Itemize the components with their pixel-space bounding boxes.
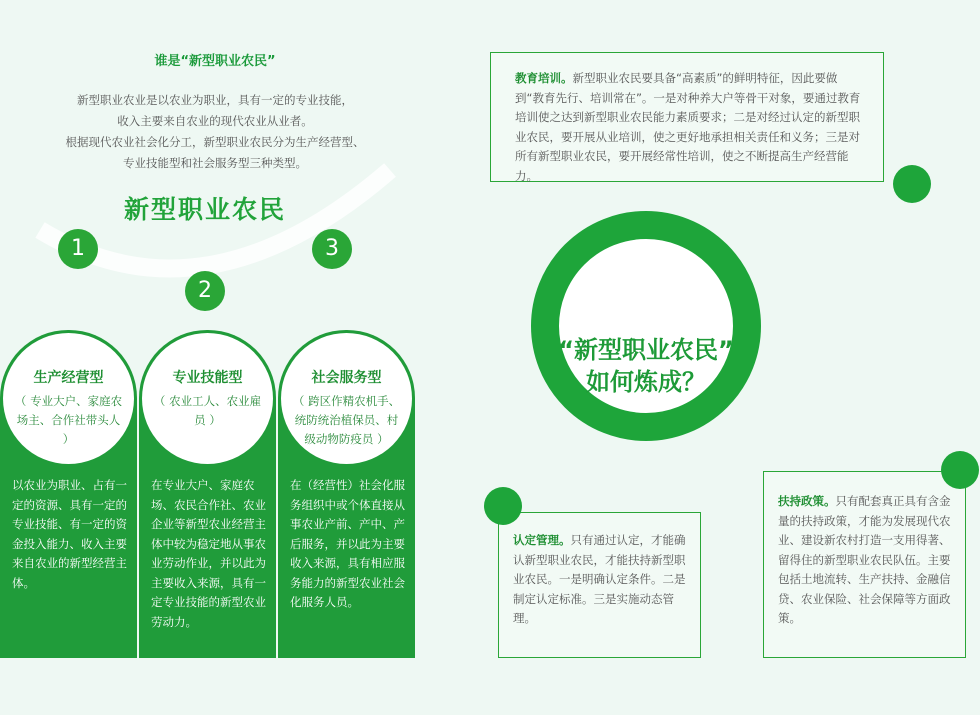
column-title: 专业技能型	[172, 370, 243, 386]
column-cap	[3, 333, 134, 464]
education-title: 教育培训。	[515, 71, 573, 85]
column-title: 生产经营型	[33, 370, 104, 386]
policy-title: 扶持政策。	[778, 494, 836, 508]
column-body: 在（经营性）社会化服务组织中或个体直接从事农业产前、产中、产后服务，并以此为主要收入来源，具有相应服务能力的新型农业社会化服务人员。	[290, 478, 405, 609]
column-subtitle: （ 跨区作精农机手、统防统治植保员、村级动物防疫员 ）	[292, 394, 401, 446]
intro-line: 根据现代农业社会化分工，新型职业农民分为生产经营型、	[65, 135, 365, 149]
column-title: 社会服务型	[311, 370, 382, 386]
connector-dot	[893, 165, 931, 203]
intro-line: 新型职业农业是以农业为职业，具有一定的专业技能，	[77, 93, 353, 107]
column-body: 以农业为职业、占有一定的资源、具有一定的专业技能、有一定的资金投入能力、收入主要来自农业的新型经营主体。	[12, 478, 127, 590]
center-ring	[531, 211, 761, 441]
certification-text: 只有通过认定，才能确认新型职业农民，才能扶持新型职业农民。一是明确认定条件。二是制定认定标准。三是实施动态管理。	[513, 533, 686, 625]
education-box	[490, 52, 884, 182]
certification-title: 认定管理。	[513, 533, 571, 547]
connector-dot	[484, 487, 522, 525]
intro-text	[30, 90, 400, 174]
intro-line: 专业技能型和社会服务型三种类型。	[123, 156, 307, 170]
column-body: 在专业大户、家庭农场、农民合作社、农业企业等新型农业经营主体中较为稳定地从事农业劳动作业，并以此为主要收入来源，具有一定专业技能的新型农业劳动力。	[151, 478, 266, 629]
column-subtitle: （ 农业工人、农业雇员 ）	[153, 394, 262, 427]
policy-box	[763, 471, 966, 658]
number-badge-3: 3	[312, 229, 352, 269]
center-line-2: 如何炼成？	[586, 368, 706, 396]
column-cap	[281, 333, 412, 464]
column-subtitle: （ 专业大户、家庭农场主、合作社带头人 ）	[14, 394, 123, 446]
policy-text: 只有配套真正具有含金量的扶持政策，才能为发展现代农业、建设新农村打造一支用得著、留得住的新型职业农民队伍。主要包括土地流转、生产扶持、金融信贷、农业保险、社会保障等方面政策。	[778, 494, 951, 625]
column-production	[0, 330, 137, 658]
intro-line: 收入主要来自农业的现代农业从业者。	[117, 114, 313, 128]
education-text: 新型职业农民要具备“高素质”的鲜明特征，因此要做到“教育先行、培训常在”。一是对种养大户等骨干对象，要通过教育培训使之达到新型职业农民能力素质要求；二是对经过认定的新型职业农民，要开展从业培训，使之更好地承担相关责任和义务；三是对所有新型职业农民，要开展经常性培训，使之不断提高生产经营能力。	[515, 71, 861, 183]
main-title: 新型职业农民	[123, 195, 286, 224]
number-badge-2: 2	[185, 271, 225, 311]
column-skill	[139, 330, 276, 658]
certification-box	[498, 512, 701, 658]
intro-title: 谁是“新型职业农民”	[154, 54, 276, 69]
column-service	[278, 330, 415, 658]
center-line-1: “新型职业农民”	[558, 336, 734, 364]
center-title	[531, 334, 761, 398]
column-cap	[142, 333, 273, 464]
connector-dot	[941, 451, 979, 489]
number-badge-1: 1	[58, 229, 98, 269]
